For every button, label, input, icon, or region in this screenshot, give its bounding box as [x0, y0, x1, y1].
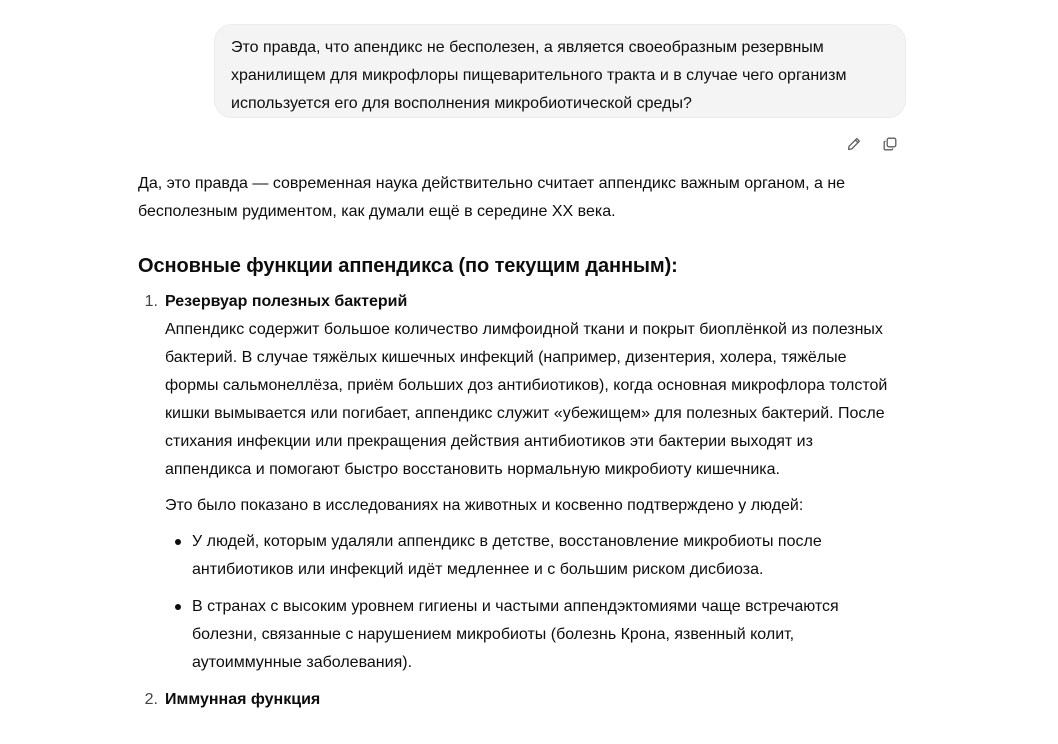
bullet-item: [165, 593, 898, 677]
list-item-title: Иммунная функция: [165, 691, 321, 708]
list-item-immune: [138, 686, 898, 714]
list-item-body: Аппендикс содержит большое количество лимфоидной ткани и покрыт биоплёнкой из полезных бактерий. В случае тяжёлых кишечных инфекций (например, дизентерия, холера, тяжёлые формы сальмонеллёза, приём больших доз антибиотиков), когда основная микрофлора толстой кишки вымывается или погибает, аппендикс служит «убежищем» для полезных бактерий. После стихания инфекции или прекращения действия антибиотиков эти бактерии выходят из аппендикса и помогают быстро восстановить нормальную микробиоту кишечника.: [165, 321, 888, 478]
assistant-message: [138, 170, 898, 714]
list-item-number: 1.: [144, 293, 158, 310]
list-item-reservoir: [138, 288, 898, 677]
user-message-text: Это правда, что апендикс не бесполезен, а является своеобразным резервным хранилищем для микрофлоры пищеварительного тракта и в случае чего организм используется его для восполнения микробиотической среды?: [231, 39, 847, 112]
assistant-intro: Да, это правда — современная наука действительно считает аппендикс важным органом, а не бесполезным рудиментом, как думали ещё в середине XX века.: [138, 175, 846, 220]
edit-message-button[interactable]: [844, 134, 864, 154]
message-actions: [844, 134, 900, 154]
copy-icon: [882, 136, 898, 152]
pencil-icon: [846, 136, 862, 152]
bullet-text: В странах с высоким уровнем гигиены и частыми аппендэктомиями чаще встречаются болезни, связанные с нарушением микробиоты (болезнь Крона, язвенный колит, аутоиммунные заболевания).: [192, 598, 839, 671]
bullet-text: У людей, которым удаляли аппендикс в детстве, восстановление микробиоты после антибиотиков или инфекций идёт медленнее и с большим риском дисбиоза.: [192, 533, 822, 578]
bullet-dot: [175, 604, 181, 610]
list-item-title: Резервуар полезных бактерий: [165, 293, 408, 310]
bullet-dot: [175, 539, 181, 545]
copy-message-button[interactable]: [880, 134, 900, 154]
list-item-note: Это было показано в исследованиях на животных и косвенно подтверждено у людей:: [165, 497, 804, 514]
functions-list: [138, 288, 898, 714]
evidence-bullets: [165, 528, 898, 677]
list-item-number: 2.: [144, 691, 158, 708]
section-heading: Основные функции аппендикса (по текущим данным):: [138, 255, 678, 277]
user-message-bubble: [214, 24, 906, 118]
bullet-item: [165, 528, 898, 584]
